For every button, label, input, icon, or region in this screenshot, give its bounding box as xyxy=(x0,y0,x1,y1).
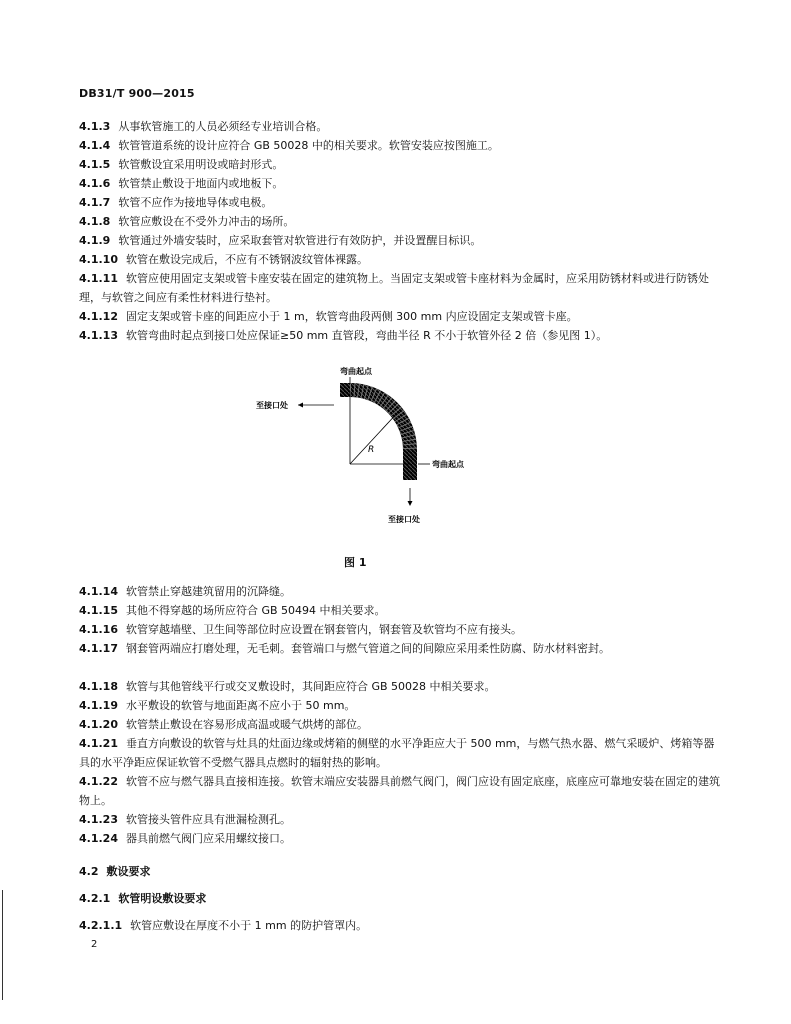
clause-4-1-6 xyxy=(79,174,725,193)
figure-caption: 图 1 xyxy=(344,556,367,569)
clause-4-1-12 xyxy=(79,307,725,326)
clause-number: 4.1.5 xyxy=(79,158,111,171)
bend-start-label-top: 弯曲起点 xyxy=(340,367,372,376)
radius-label: R xyxy=(368,445,375,455)
clause-text: 钢套管两端应打磨处理，无毛刺。套管端口与燃气管道之间的间隙应采用柔性防腐、防水材料密封。 xyxy=(125,642,610,655)
to-connector-label-left: 至接口处 xyxy=(256,401,288,410)
clause-text: 垂直方向敷设的软管与灶具的灶面边缘或烤箱的侧壁的水平净距应大于 500 mm，与燃气热水器、燃气采暖炉、烤箱等器具的水平净距应保证软管不受燃气器具点燃时的辐射热的影响。 xyxy=(79,737,715,769)
clause-text: 软管应敷设在不受外力冲击的场所。 xyxy=(118,215,295,228)
clause-4-1-5 xyxy=(79,155,725,174)
clause-number: 4.1.13 xyxy=(79,329,118,342)
clause-text: 软管通过外墙安装时，应采取套管对软管进行有效防护，并设置醒目标识。 xyxy=(118,234,482,247)
clause-text: 软管敷设宜采用明设或暗封形式。 xyxy=(118,158,284,171)
clause-4-1-22 xyxy=(79,772,725,810)
arrow-head-bottom xyxy=(408,501,413,506)
clause-text: 软管禁止敷设于地面内或地板下。 xyxy=(118,177,284,190)
clause-4-1-21 xyxy=(79,734,725,772)
clause-4-1-19 xyxy=(79,696,725,715)
clause-text: 软管应敷设在厚度不小于 1 mm 的防护管罩内。 xyxy=(130,919,368,932)
arrow-head-left xyxy=(298,403,303,408)
clause-number: 4.1.15 xyxy=(79,604,118,617)
bend-start-label-right: 弯曲起点 xyxy=(432,460,464,469)
clause-number: 4.1.7 xyxy=(79,196,111,209)
clause-text: 其他不得穿越的场所应符合 GB 50494 中相关要求。 xyxy=(125,604,386,617)
clause-4-1-16 xyxy=(79,620,725,639)
clause-text: 水平敷设的软管与地面距离不应小于 50 mm。 xyxy=(125,699,356,712)
section-title: 敷设要求 xyxy=(106,865,151,878)
scan-edge-line xyxy=(2,890,3,1000)
clause-number: 4.1.17 xyxy=(79,642,118,655)
clause-4-1-9 xyxy=(79,231,725,250)
section-number: 4.2 xyxy=(79,865,99,878)
clause-number: 4.1.8 xyxy=(79,215,111,228)
clause-number: 4.1.21 xyxy=(79,737,118,750)
section-number: 4.2.1 xyxy=(79,892,111,905)
clause-4-2-1-1 xyxy=(79,916,725,935)
clause-text: 软管禁止敷设在容易形成高温或暖气烘烤的部位。 xyxy=(125,718,368,731)
clause-number: 4.1.19 xyxy=(79,699,118,712)
clause-number: 4.2.1.1 xyxy=(79,919,123,932)
clause-4-1-23 xyxy=(79,810,725,829)
clause-number: 4.1.12 xyxy=(79,310,118,323)
clause-number: 4.1.20 xyxy=(79,718,118,731)
clause-4-1-18 xyxy=(79,677,725,696)
clause-text: 固定支架或管卡座的间距应小于 1 m，软管弯曲段两侧 300 mm 内应设固定支架或管卡座。 xyxy=(125,310,578,323)
clause-number: 4.1.9 xyxy=(79,234,111,247)
clause-text: 软管禁止穿越建筑留用的沉降缝。 xyxy=(125,585,291,598)
document-code-header: DB31/T 900—2015 xyxy=(79,87,195,100)
section-heading-4-2 xyxy=(79,863,151,879)
clause-number: 4.1.23 xyxy=(79,813,118,826)
clause-text: 软管接头管件应具有泄漏检测孔。 xyxy=(125,813,291,826)
clause-4-1-11 xyxy=(79,269,725,307)
clause-number: 4.1.6 xyxy=(79,177,111,190)
to-connector-label-bottom: 至接口处 xyxy=(388,515,420,524)
clause-text: 软管与其他管线平行或交叉敷设时，其间距应符合 GB 50028 中相关要求。 xyxy=(125,680,496,693)
clause-number: 4.1.4 xyxy=(79,139,111,152)
section-title: 软管明设敷设要求 xyxy=(118,892,207,905)
clause-number: 4.1.16 xyxy=(79,623,118,636)
clause-text: 软管管道系统的设计应符合 GB 50028 中的相关要求。软管安装应按图施工。 xyxy=(118,139,499,152)
page-number: 2 xyxy=(91,939,98,950)
clause-text: 软管穿越墙壁、卫生间等部位时应设置在钢套管内，钢套管及软管均不应有接头。 xyxy=(125,623,522,636)
clause-number: 4.1.3 xyxy=(79,120,111,133)
clause-number: 4.1.14 xyxy=(79,585,118,598)
clause-text: 软管应使用固定支架或管卡座安装在固定的建筑物上。当固定支架或管卡座材料为金属时，应采用防锈材料或进行防锈处理，与软管之间应有柔性材料进行垫衬。 xyxy=(79,272,709,304)
clause-4-1-24 xyxy=(79,829,725,848)
clause-text: 从事软管施工的人员必须经专业培训合格。 xyxy=(118,120,328,133)
clause-number: 4.1.22 xyxy=(79,775,118,788)
clause-text: 软管弯曲时起点到接口处应保证≥50 mm 直管段，弯曲半径 R 不小于软管外径 2 倍（参见图 1）。 xyxy=(125,329,608,342)
clause-4-1-10 xyxy=(79,250,725,269)
clause-4-1-17 xyxy=(79,639,725,658)
hose-bend-diagram xyxy=(240,360,500,530)
hose-bend-figure xyxy=(240,360,500,530)
clause-4-1-7 xyxy=(79,193,725,212)
clause-number: 4.1.11 xyxy=(79,272,118,285)
clause-number: 4.1.10 xyxy=(79,253,118,266)
clause-4-1-13 xyxy=(79,326,725,345)
radius-line xyxy=(350,410,400,464)
clause-text: 软管不应作为接地导体或电极。 xyxy=(118,196,273,209)
clause-text: 软管在敷设完成后，不应有不锈钢波纹管体裸露。 xyxy=(125,253,368,266)
clause-4-1-3 xyxy=(79,117,725,136)
clause-4-1-14 xyxy=(79,582,725,601)
clause-number: 4.1.18 xyxy=(79,680,118,693)
clause-4-1-15 xyxy=(79,601,725,620)
clause-text: 器具前燃气阀门应采用螺纹接口。 xyxy=(125,832,291,845)
clause-4-1-20 xyxy=(79,715,725,734)
clause-number: 4.1.24 xyxy=(79,832,118,845)
section-heading-4-2-1 xyxy=(79,890,206,906)
corrugated-hose-shape xyxy=(340,390,410,480)
clause-text: 软管不应与燃气器具直接相连接。软管末端应安装器具前燃气阀门，阀门应设有固定底座，底座应可靠地安装在固定的建筑物上。 xyxy=(79,775,720,807)
clause-4-1-8 xyxy=(79,212,725,231)
clause-4-1-4 xyxy=(79,136,725,155)
